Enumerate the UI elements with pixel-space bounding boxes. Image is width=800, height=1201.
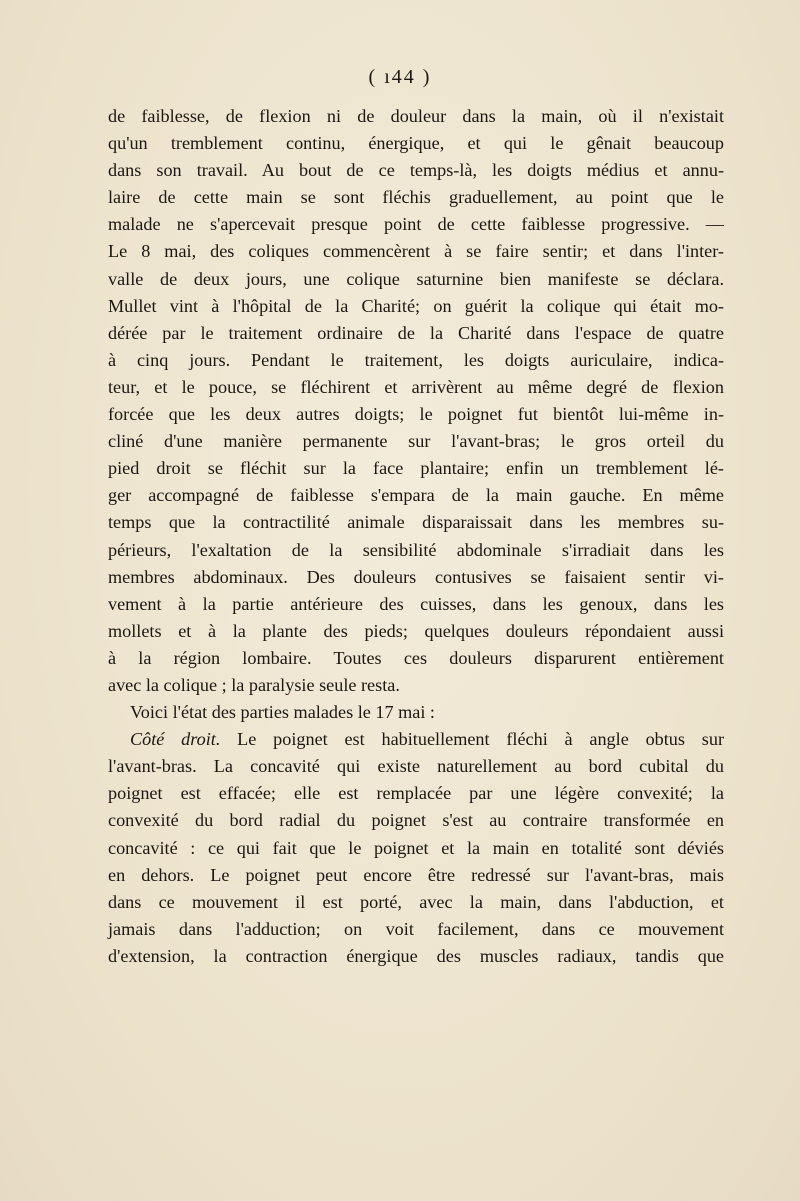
- text-line: qu'un tremblement continu, énergique, et qui le gênait beaucoup: [108, 133, 724, 154]
- text-line: concavité : ce qui fait que le poignet et la main en totalité sont déviés: [108, 837, 724, 858]
- text-line: teur, et le pouce, se fléchirent et arrivèrent au même degré de flexion: [108, 376, 724, 397]
- page-number: ( ı44 ): [368, 66, 432, 88]
- text-line: périeurs, l'exaltation de la sensibilité abdominale s'irradiait dans les: [108, 539, 724, 560]
- text-line: forcée que les deux autres doigts; le poignet fut bientôt lui-même in-: [108, 404, 724, 425]
- text-line: membres abdominaux. Des douleurs contusives se faisaient sentir vi-: [108, 566, 724, 587]
- text-line: à la région lombaire. Toutes ces douleurs disparurent entièrement: [108, 647, 724, 668]
- text-line: en dehors. Le poignet peut encore être redressé sur l'avant-bras, mais: [108, 864, 724, 885]
- section-label: Côté droit.: [130, 729, 221, 750]
- text-line: [108, 726, 724, 753]
- text-line: à cinq jours. Pendant le traitement, les doigts auriculaire, indica-: [108, 349, 724, 370]
- text-line: dérée par le traitement ordinaire de la Charité dans l'espace de quatre: [108, 322, 724, 343]
- text-line: avec la colique ; la paralysie seule resta.: [108, 674, 400, 695]
- text-line: dans ce mouvement il est porté, avec la main, dans l'abduction, et: [108, 891, 724, 912]
- text-line: cliné d'une manière permanente sur l'avant-bras; le gros orteil du: [108, 431, 724, 452]
- text-line: jamais dans l'adduction; on voit facilement, dans ce mouvement: [108, 918, 724, 939]
- text-line: Le 8 mai, des coliques commencèrent à se faire sentir; et dans l'inter-: [108, 241, 724, 262]
- text-line: Mullet vint à l'hôpital de la Charité; on guérit la colique qui était mo-: [108, 295, 724, 316]
- text-line: d'extension, la contraction énergique des muscles radiaux, tandis que: [108, 945, 724, 966]
- text-line: convexité du bord radial du poignet s'est au contraire transformée en: [108, 810, 724, 831]
- text-line: l'avant-bras. La concavité qui existe naturellement au bord cubital du: [108, 756, 724, 777]
- text-line: Voici l'état des parties malades le 17 mai :: [130, 702, 435, 723]
- text-line: de faiblesse, de flexion ni de douleur dans la main, où il n'existait: [108, 106, 724, 126]
- text-line: temps que la contractilité animale disparaissait dans les membres su-: [108, 512, 724, 533]
- text-line: poignet est effacée; elle est remplacée par une légère convexité; la: [108, 783, 724, 804]
- text-line: ger accompagné de faiblesse s'empara de la main gauche. En même: [108, 485, 724, 506]
- text-line: dans son travail. Au bout de ce temps-là, les doigts médius et annu-: [108, 160, 724, 181]
- text-line: mollets et à la plante des pieds; quelques douleurs répondaient aussi: [108, 620, 724, 641]
- text-line: valle de deux jours, une colique saturnine bien manifeste se déclara.: [108, 268, 724, 289]
- text-line: vement à la partie antérieure des cuisses, dans les genoux, dans les: [108, 593, 724, 614]
- body-text: [108, 103, 724, 970]
- text-line: malade ne s'apercevait presque point de cette faiblesse progressive. —: [108, 214, 724, 235]
- text-line: pied droit se fléchit sur la face plantaire; enfin un tremblement lé-: [108, 458, 724, 479]
- text-line: laire de cette main se sont fléchis graduellement, au point que le: [108, 187, 724, 208]
- text-span: Le poignet est habituellement fléchi à angle obtus sur: [220, 729, 724, 750]
